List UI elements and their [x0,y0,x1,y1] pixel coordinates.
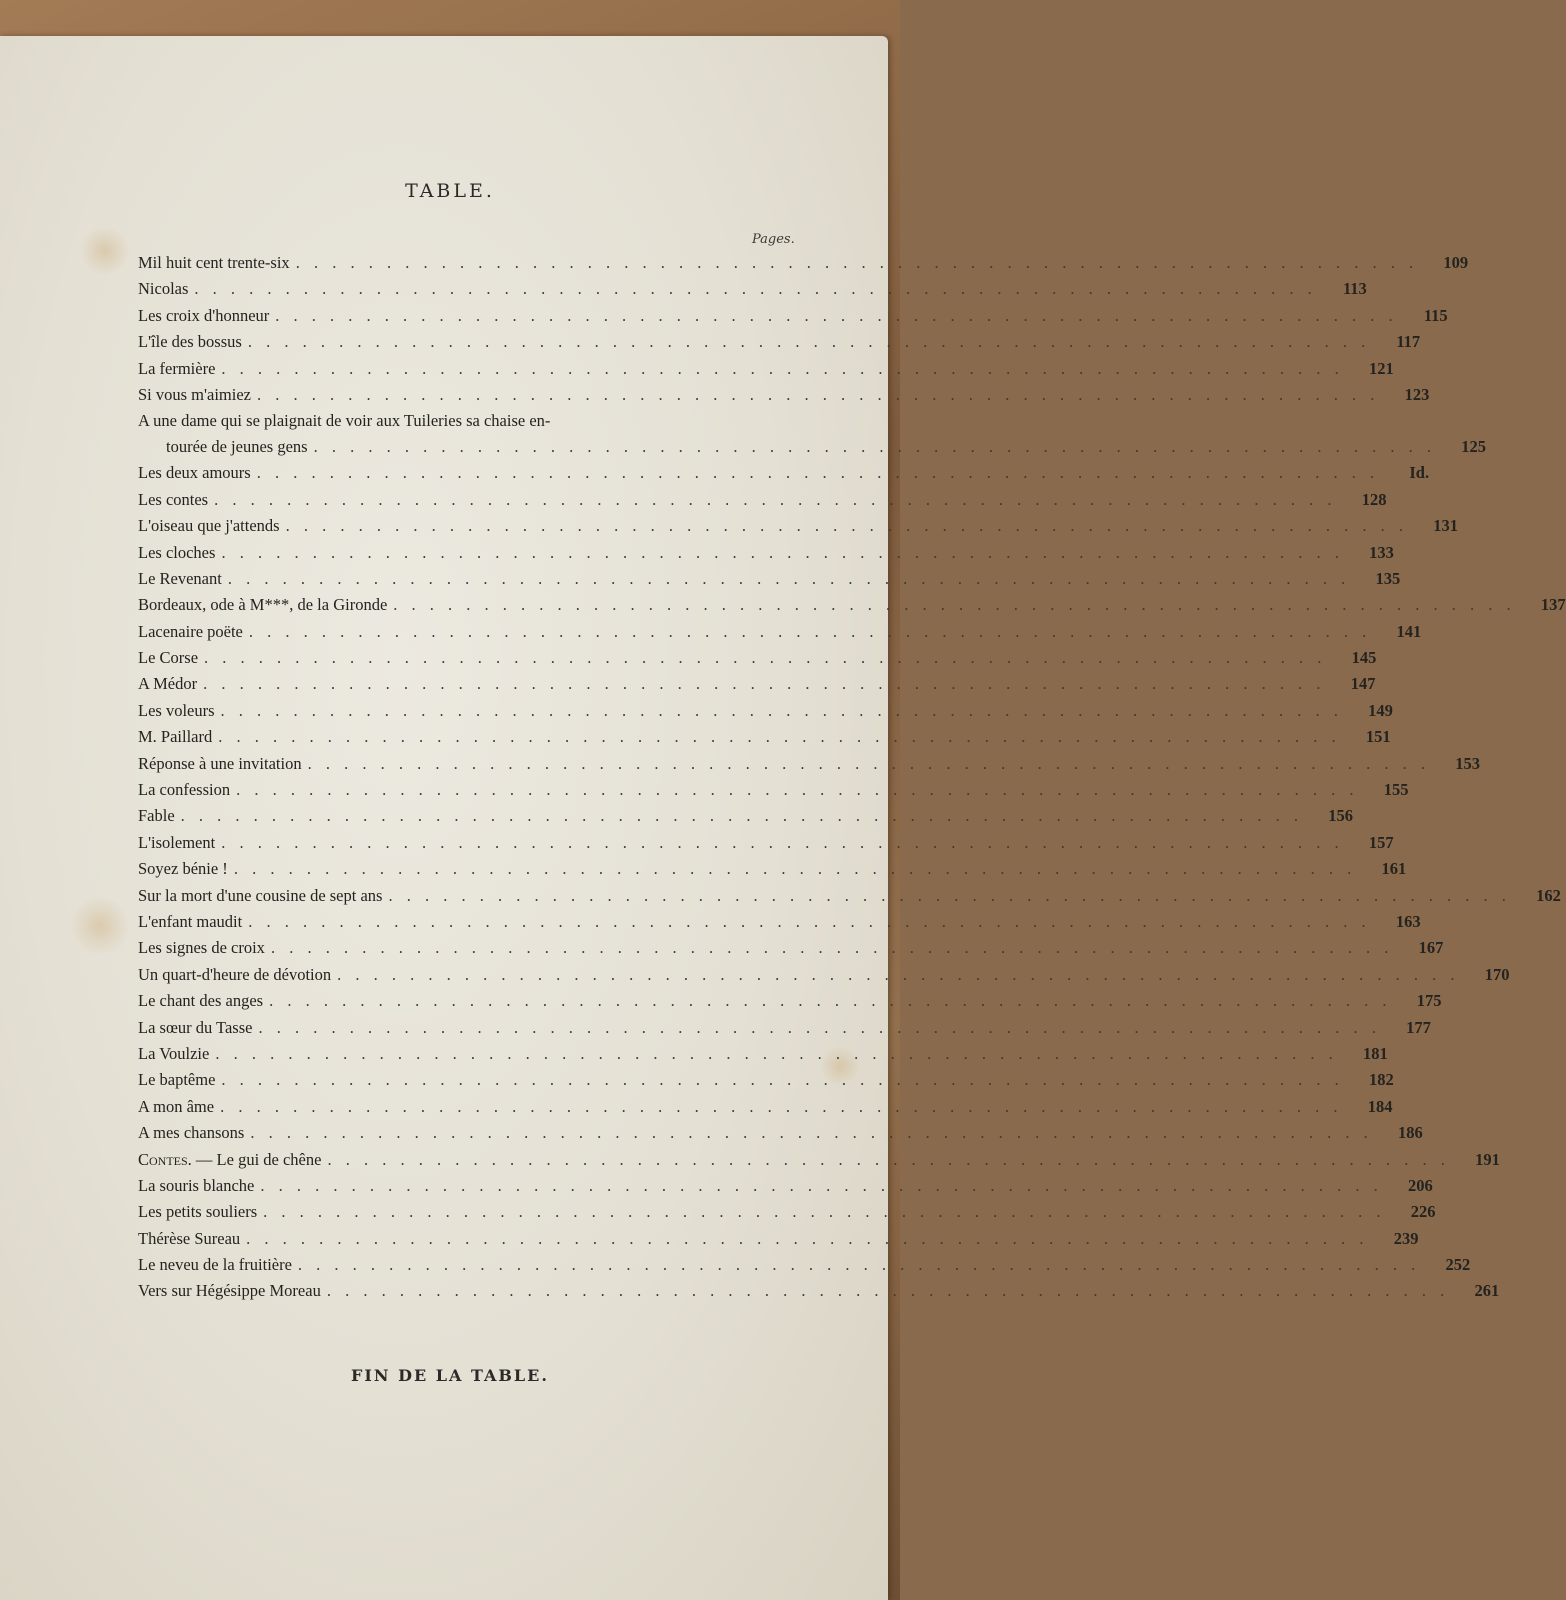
toc-entry-page: 113 [1342,279,1367,299]
leader-dots [228,566,1350,592]
toc-entry-title: L'île des bossus [138,332,242,352]
toc-entry-title: Les cloches [138,542,216,562]
toc-entry [138,619,1422,645]
toc-entry [138,1199,1436,1225]
leader-dots [248,909,1370,935]
leader-dots [220,1094,1342,1120]
toc-entry-page: 261 [1474,1281,1500,1301]
leader-dots [221,356,1343,382]
toc-entry-page: 162 [1536,885,1561,905]
toc-entry-title: Les contes [138,489,209,509]
toc-entry-page: 151 [1365,727,1391,747]
toc-entry-page: 115 [1423,305,1448,325]
toc-entry [138,329,1421,355]
toc-entry [138,724,1391,750]
toc-entry [138,1147,1500,1173]
toc-entry-page: 157 [1368,832,1394,852]
toc-entry-title: Le Revenant [138,568,222,588]
leader-dots [393,592,1515,618]
toc-entry-page: 121 [1369,358,1394,378]
toc-entry [138,883,1561,909]
leader-dots [250,1120,1372,1146]
toc-entry [138,698,1393,724]
toc-entry-page: 141 [1396,621,1422,641]
leader-dots [214,487,1336,513]
toc-entry [138,276,1367,302]
toc-entry [138,408,1486,460]
leader-dots [271,935,1393,961]
leader-dots [194,276,1316,302]
toc-entry [138,935,1444,961]
toc-entry [138,303,1448,329]
toc-entry [138,671,1376,697]
toc-entry-page: 145 [1351,648,1377,668]
toc-entry [138,382,1430,408]
toc-entry-page: 131 [1433,516,1458,536]
toc-entry-title: Mil huit cent trente-six [138,253,290,272]
toc-entry [138,460,1430,486]
paper-stain [70,896,130,956]
toc-entry-page: 155 [1383,780,1409,800]
toc-entry-page: 170 [1484,964,1510,984]
leader-dots [248,329,1370,355]
toc-entry [138,830,1394,856]
leader-dots [269,988,1391,1014]
toc-entry-page: 191 [1475,1149,1500,1169]
toc-entry-title: Un quart-d'heure de dévotion [138,964,332,984]
toc-entry [138,1226,1419,1252]
toc-entry-title: L'oiseau que j'attends [138,516,280,536]
leader-dots [275,303,1397,329]
toc-entry-page: 252 [1445,1255,1471,1275]
toc-entry-page: 181 [1362,1043,1388,1063]
toc-entry-page: 128 [1361,489,1387,509]
leader-dots [286,513,1408,539]
toc-entry-title: M. Paillard [138,727,213,747]
leader-dots [327,1278,1449,1304]
toc-entry-title: La Voulzie [138,1043,210,1063]
toc-entry [138,1278,1500,1304]
pages-column-label: Pages. [752,232,795,247]
toc-entry-title: Lacenaire poëte [138,621,243,641]
leader-dots [337,962,1459,988]
toc-entry-title: Réponse à une invitation [138,753,302,773]
page-title: TABLE. [405,180,495,202]
toc-entry-title: Les signes de croix [138,938,265,958]
table-of-contents [138,250,1566,1305]
toc-entry-title: La confession [138,780,231,800]
leader-dots [218,724,1340,750]
leader-dots [221,830,1343,856]
toc-entry-page: 226 [1410,1202,1436,1222]
toc-entry [138,1252,1471,1278]
toc-entry-title: Le Corse [138,648,199,668]
toc-entry [138,1173,1433,1199]
toc-entry-title: La souris blanche [138,1175,255,1195]
leader-dots [314,434,1436,460]
toc-entry [138,1015,1431,1041]
leader-dots [327,1147,1449,1173]
leader-dots [298,1252,1420,1278]
toc-entry [138,1067,1394,1093]
leader-dots [246,1226,1368,1252]
toc-entry-page: Id. [1409,463,1430,483]
toc-entry-page: 239 [1393,1228,1419,1248]
toc-entry-page: 123 [1404,384,1430,404]
toc-entry [138,803,1354,829]
end-of-table-text: FIN DE LA TABLE. [351,1366,549,1385]
toc-entry-page: 184 [1367,1096,1393,1116]
toc-entry-page: 177 [1406,1017,1431,1037]
leader-dots [260,1173,1382,1199]
toc-entry [138,356,1394,382]
toc-entry-title: Les croix d'honneur [138,305,270,325]
toc-entry [138,988,1442,1014]
toc-entry-title: A mon âme [138,1096,215,1116]
toc-entry-title: Le neveu de la fruitière [138,1255,292,1275]
toc-entry [138,1041,1388,1067]
toc-entry-page: 135 [1375,568,1401,588]
toc-entry [138,513,1458,539]
toc-entry-page: 156 [1328,806,1354,826]
toc-entry [138,250,1469,276]
toc-entry-page: 161 [1381,859,1407,879]
toc-entry [138,962,1510,988]
toc-entry-page: 149 [1368,700,1393,720]
leader-dots [181,803,1303,829]
toc-entry [138,777,1409,803]
leader-dots [203,671,1325,697]
toc-entry-page: 163 [1395,911,1421,931]
leader-dots [263,1199,1385,1225]
leader-dots [257,460,1379,486]
leader-dots [308,751,1430,777]
toc-entry-title: A une dame qui se plaignait de voir aux Tuileries sa chaise en- [138,411,551,431]
paper-stain [80,226,130,276]
toc-entry [138,592,1566,618]
toc-entry [138,566,1401,592]
toc-entry-title: Thérèse Sureau [138,1228,241,1248]
leader-dots [221,698,1343,724]
toc-entry-multiline [138,408,1486,460]
toc-entry-title: Vers sur Hégésippe Moreau [138,1281,321,1301]
toc-entry-title: Les petits souliers [138,1202,258,1222]
toc-entry-title: Le baptême [138,1070,216,1090]
leader-dots [249,619,1371,645]
toc-entry-title: A mes chansons [138,1123,245,1143]
toc-entry-title: Sur la mort d'une cousine de sept ans [138,885,383,905]
leader-dots [258,1015,1380,1041]
toc-entry-title: A Médor [138,674,198,694]
toc-entry [138,1120,1423,1146]
toc-entry-title-wrap [138,1147,321,1173]
toc-entry-title: Nicolas [138,279,189,299]
toc-entry-page: 125 [1461,437,1486,457]
toc-entry [138,487,1387,513]
toc-entry [138,540,1394,566]
toc-entry-title: Soyez bénie ! [138,859,228,879]
leader-dots [221,540,1343,566]
leader-dots [296,250,1418,276]
toc-entry-title: La sœur du Tasse [138,1017,253,1037]
leader-dots [388,883,1510,909]
toc-entry-page: 133 [1369,542,1394,562]
toc-entry [138,751,1480,777]
toc-entry-continuation [138,434,1486,460]
toc-entry-title: L'enfant maudit [138,911,243,931]
toc-entry-page: 109 [1443,253,1469,272]
toc-entry-title: — Le gui de chêne [191,1149,322,1169]
toc-entry-title: Bordeaux, ode à M***, de la Gironde [138,595,388,615]
leader-dots [204,645,1326,671]
toc-section-prefix: Contes. [138,1149,192,1169]
toc-entry-title: Si vous m'aimiez [138,384,251,404]
toc-entry-title: L'isolement [138,832,216,852]
toc-entry-page: 206 [1408,1175,1433,1195]
toc-entry-page: 147 [1350,674,1376,694]
toc-entry-title: Fable [138,806,175,826]
toc-entry [138,909,1421,935]
toc-entry-title: Les deux amours [138,463,251,483]
toc-entry-page: 182 [1369,1070,1394,1090]
leader-dots [257,382,1379,408]
toc-entry-title: Les voleurs [138,700,215,720]
toc-entry-title: La fermière [138,358,216,378]
toc-entry-page: 175 [1416,991,1442,1011]
toc-entry [138,645,1377,671]
leader-dots [234,856,1356,882]
leader-dots [215,1041,1337,1067]
leader-dots [236,777,1358,803]
toc-entry [138,1094,1393,1120]
toc-entry-page: 167 [1418,938,1444,958]
toc-entry [138,856,1407,882]
toc-entry-title: Le chant des anges [138,991,264,1011]
toc-entry-page: 153 [1455,753,1480,773]
toc-entry-title-continued: tourée de jeunes gens [166,437,308,457]
toc-entry-page: 137 [1540,595,1566,615]
toc-entry-page: 117 [1396,332,1421,352]
toc-entry-page: 186 [1397,1123,1423,1143]
leader-dots [221,1067,1343,1093]
